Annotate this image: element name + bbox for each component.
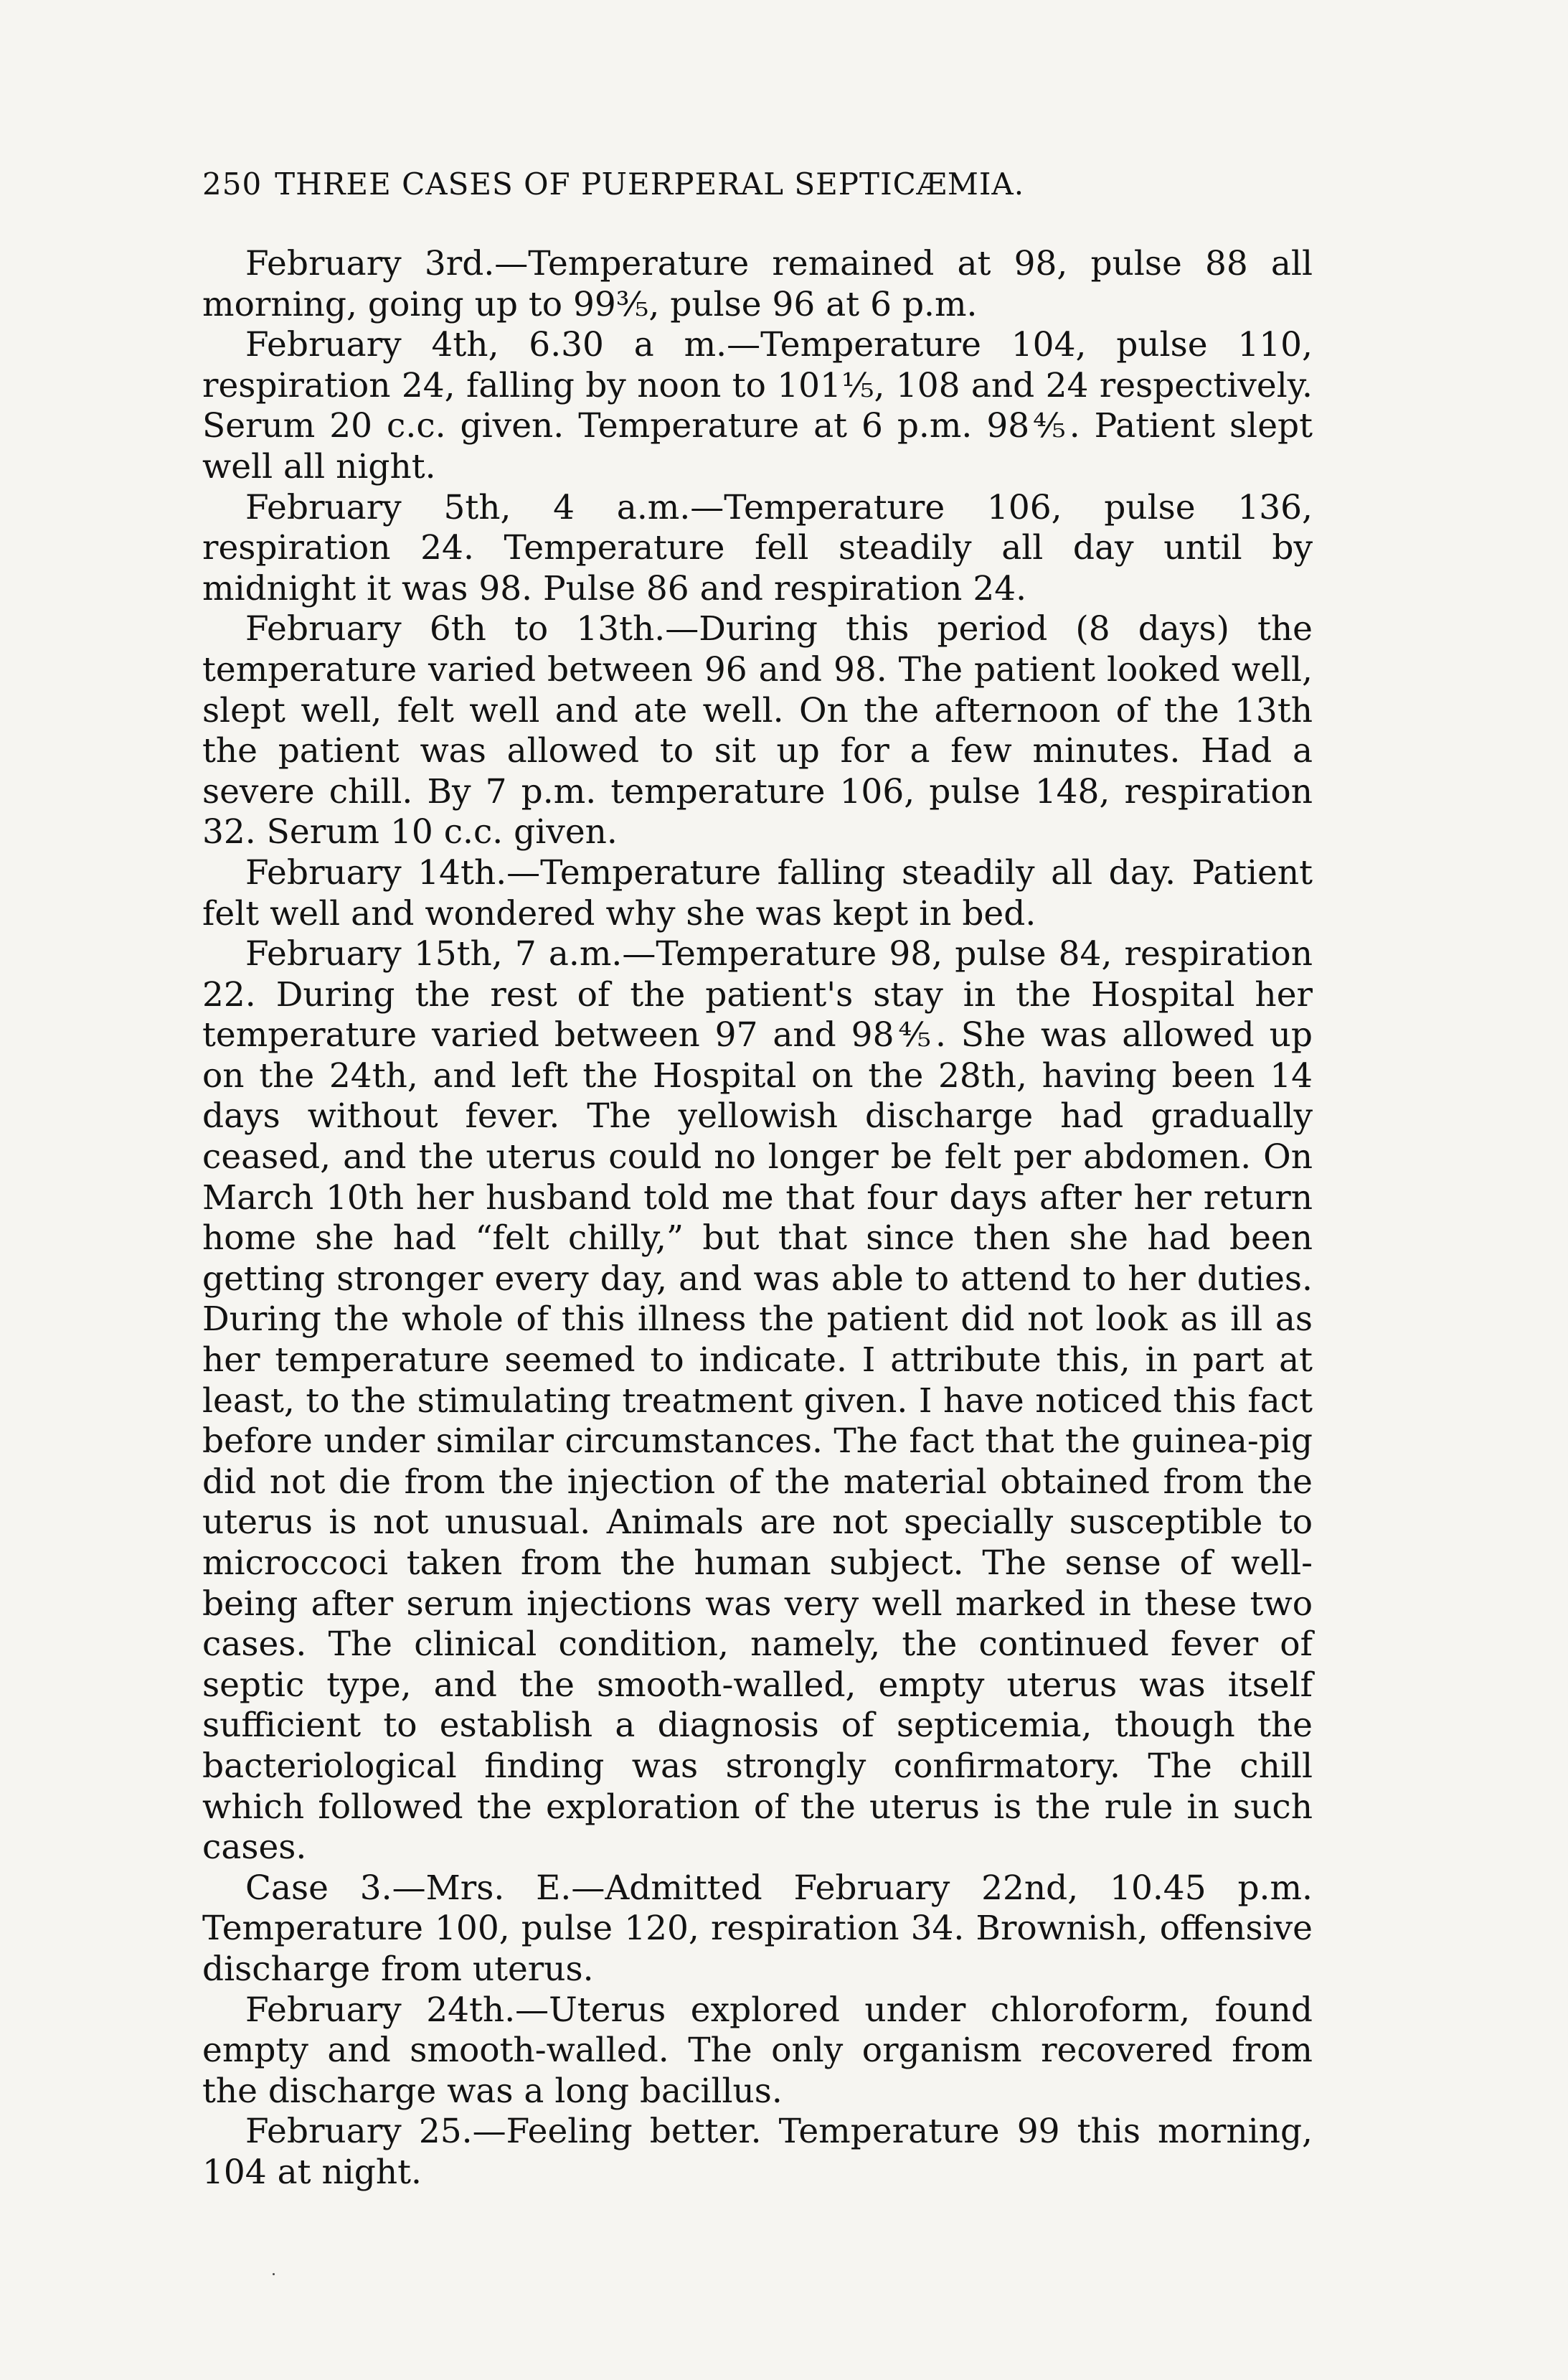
paragraph-february-5th: February 5th, 4 a.m.—Temperature 106, pulse 136, respiration 24. Temperature fell steadily all day until by midnight it was 98. Pulse 86 and respiration 24. (202, 487, 1313, 608)
paragraph-february-6th-to-13th: February 6th to 13th.—During this period (8 days) the temperature varied between 96 and 98. The patient looked well, slept well, felt well and ate well. On the afternoon of the 13th the patient was allowed to sit up for a few minutes. Had a severe chill. By 7 p.m. temperature 106, pulse 148, respiration 32. Serum 10 c.c. given. (202, 609, 1313, 852)
page-number: 250 (202, 166, 263, 202)
document-page (202, 0, 1313, 2380)
paragraph-february-3rd: February 3rd.—Temperature remained at 98, pulse 88 all morning, going up to 99⅗, pulse 96 at 6 p.m. (202, 244, 1313, 324)
body-text (202, 244, 1313, 2193)
running-title: THREE CASES OF PUERPERAL SEPTICÆMIA. (275, 166, 1025, 202)
running-header (202, 166, 1313, 202)
paragraph-february-14th: February 14th.—Temperature falling steadily all day. Patient felt well and wondered why she was kept in bed. (202, 852, 1313, 933)
paragraph-case-3: Case 3.—Mrs. E.—Admitted February 22nd, 10.45 p.m. Temperature 100, pulse 120, respiration 34. Brownish, offensive discharge from uterus. (202, 1868, 1313, 1989)
paragraph-february-24th: February 24th.—Uterus explored under chloroform, found empty and smooth-walled. The only organism recovered from the discharge was a long bacillus. (202, 1990, 1313, 2111)
paragraph-february-15th: February 15th, 7 a.m.—Temperature 98, pulse 84, respiration 22. During the rest of the patient's stay in the Hospital her temperature varied between 97 and 98⅘. She was allowed up on the 24th, and left the Hospital on the 28th, having been 14 days without fever. The yellowish discharge had gradually ceased, and the uterus could no longer be felt per abdomen. On March 10th her husband told me that four days after her return home she had “felt chilly,” but that since then she had been getting stronger every day, and was able to attend to her duties. During the whole of this illness the patient did not look as ill as her temperature seemed to indicate. I attribute this, in part at least, to the stimulating treatment given. I have noticed this fact before under similar circumstances. The fact that the guinea-pig did not die from the injection of the material obtained from the uterus is not unusual. Animals are not specially susceptible to microccoci taken from the human subject. The sense of well-being after serum injections was very well marked in these two cases. The clinical condition, namely, the continued fever of septic type, and the smooth-walled, empty uterus was itself sufficient to establish a diagnosis of septicemia, though the bacteriological finding was strongly confirmatory. The chill which followed the exploration of the uterus is the rule in such cases. (202, 934, 1313, 1868)
print-speck (273, 2273, 275, 2275)
paragraph-february-25: February 25.—Feeling better. Temperature 99 this morning, 104 at night. (202, 2112, 1313, 2192)
paragraph-february-4th: February 4th, 6.30 a m.—Temperature 104, pulse 110, respiration 24, falling by noon to 101⅕, 108 and 24 respectively. Serum 20 c.c. given. Temperature at 6 p.m. 98⅘. Patient slept well all night. (202, 325, 1313, 486)
